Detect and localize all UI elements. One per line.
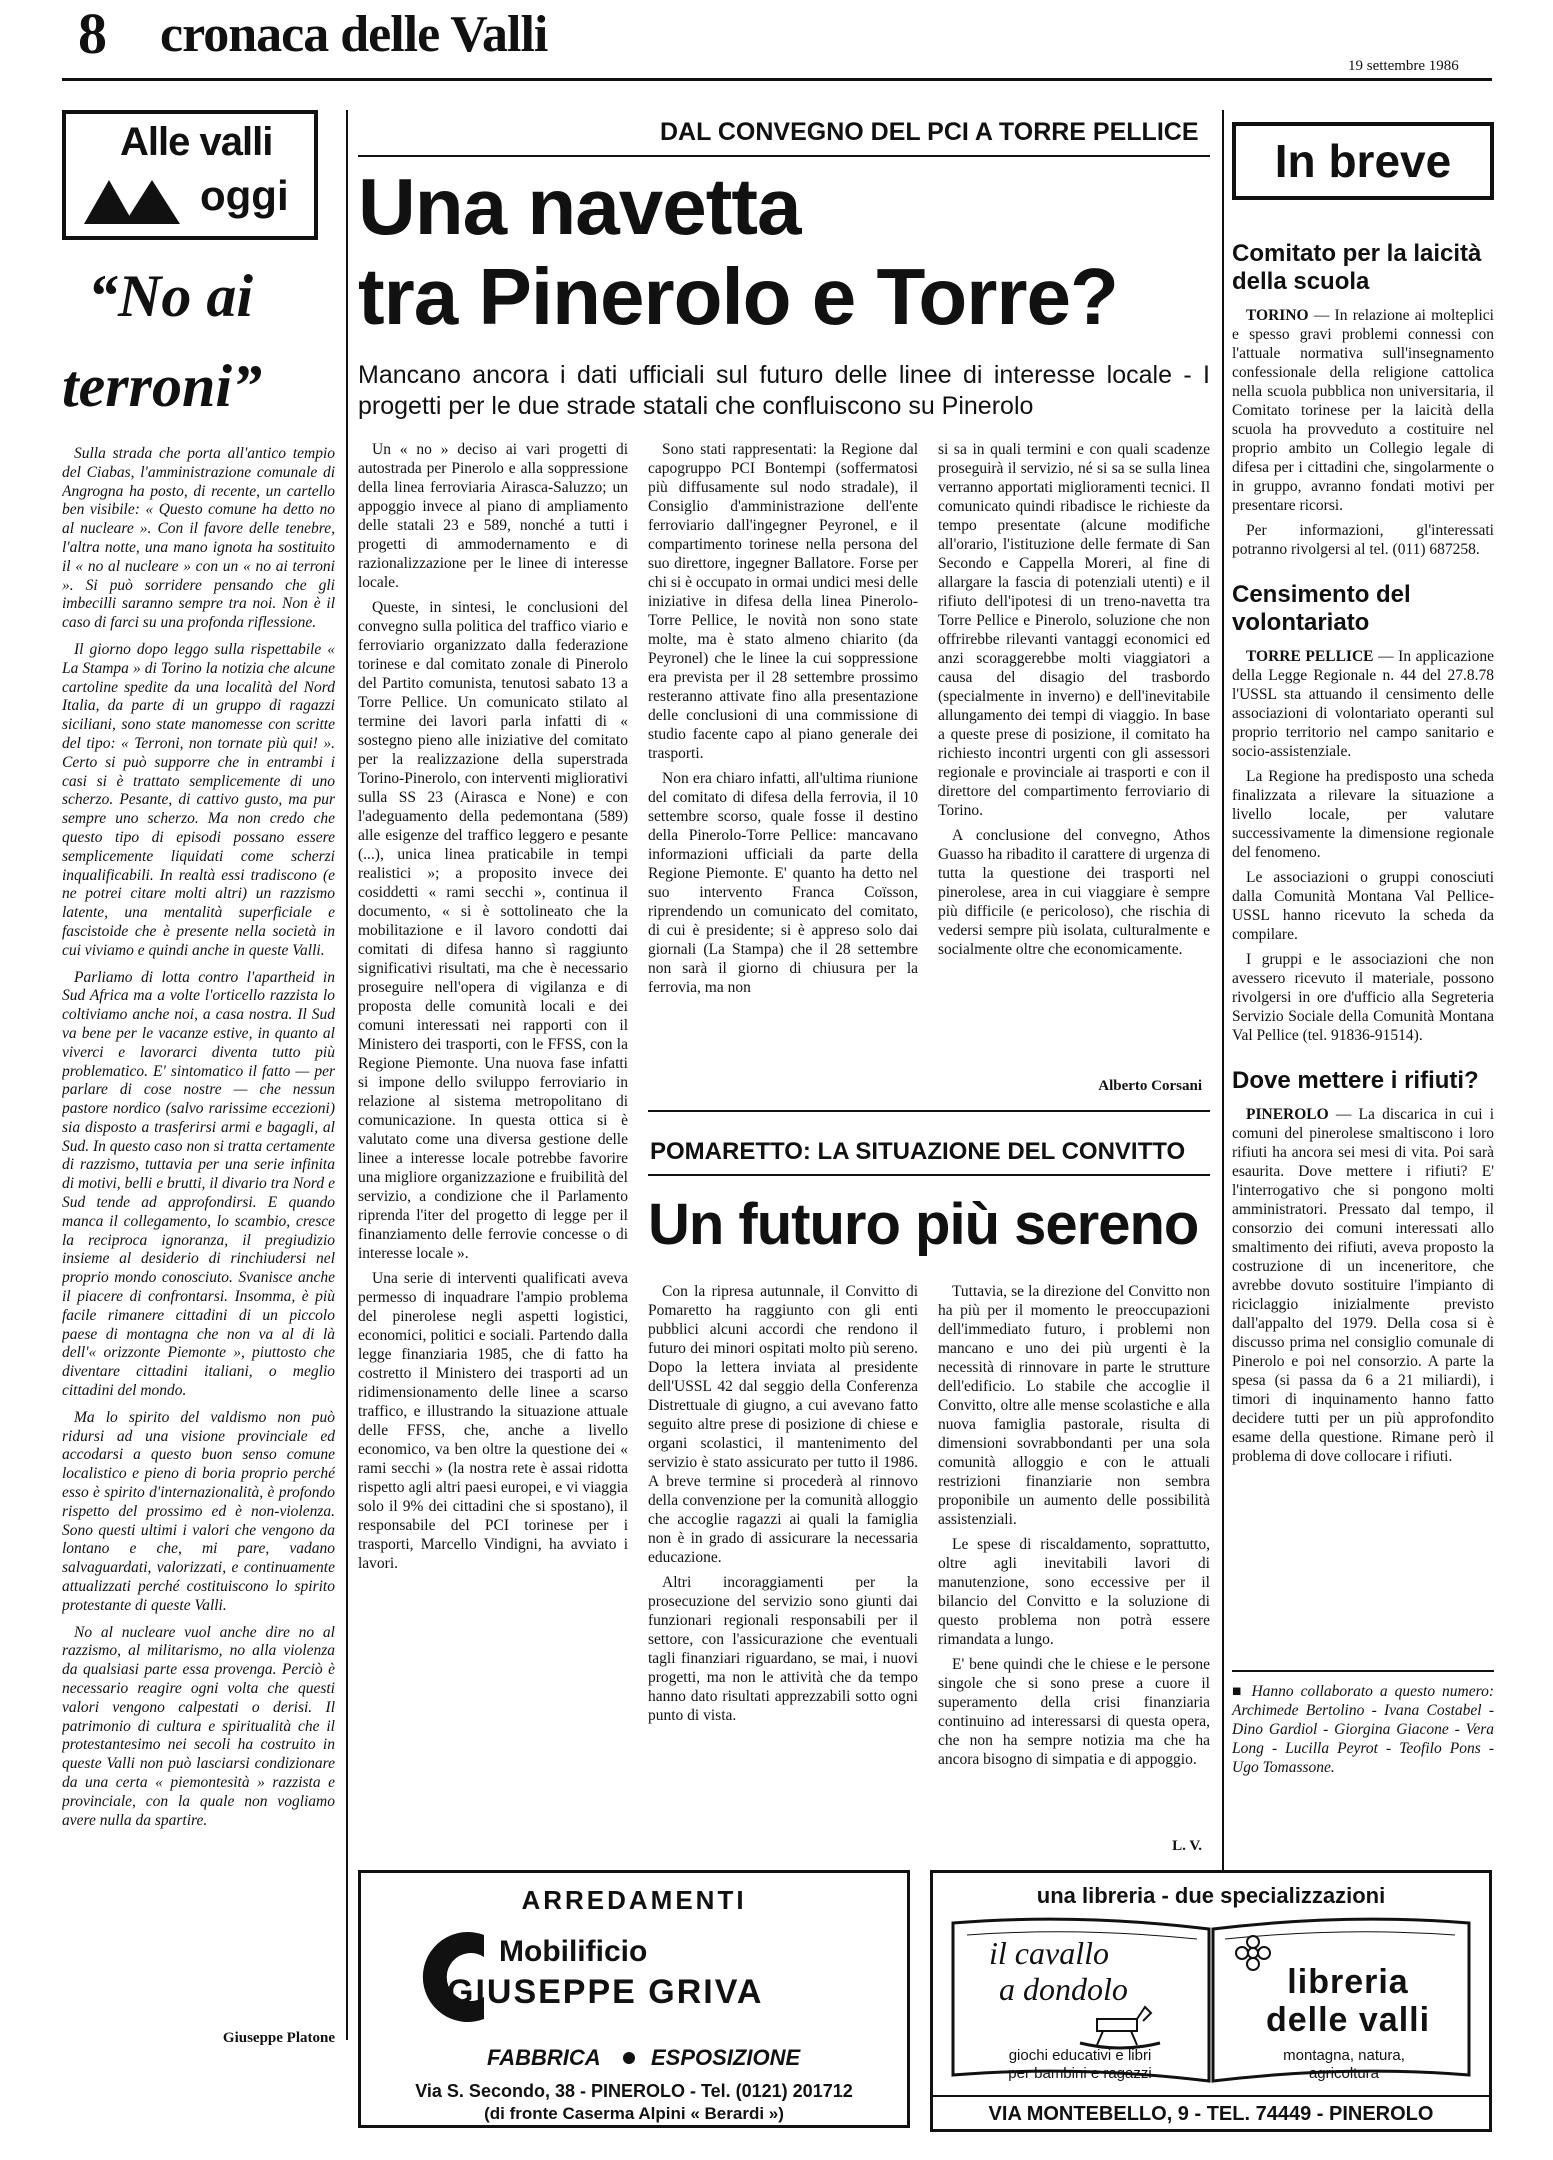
column-logo-line2: oggi	[200, 172, 289, 219]
square-bullet-icon: ■	[1232, 1683, 1252, 1700]
opinion-body	[62, 445, 335, 2015]
in-breve-box	[1232, 122, 1494, 200]
pomaretto-kicker: POMARETTO: LA SITUAZIONE DEL CONVITTO	[650, 1138, 1186, 1165]
main-headline-line1: Una navetta	[358, 162, 801, 251]
masthead-rule	[62, 78, 1492, 81]
cavallo-logo-line2: a dondolo	[999, 1971, 1128, 2007]
main-paragraph: Una serie di interventi qualificati aveva permesso di inquadrare l'ampio problema del pinerolese negli aspetti logistici, economici, politici e sociali. Partendo dalla legge finanziaria 1985, che di fatto ha costretto il Ministero dei trasporti ad un ridimensionamento delle linee a scarso traffico, e illustrando la situazione attuale delle FFSS, che, anche a livello economico, va ben oltre la questione dei « rami secchi » (la nostra rete è assai ridotta rispetto agli altri paesi europei, e vi viaggia solo il 9% dei cittadini che si spostano), il responsabile del PCI torinese per i trasporti, Marcello Vindigni, ha avviato i lavori.	[358, 1270, 628, 1572]
main-paragraph: si sa in quali termini e con quali scadenze proseguirà il servizio, né si sa se sulla linea verranno apportati miglioramenti tecnici. Il comunicato quindi ribadisce le richieste da tempo presentate (alcune modifiche all'orario, l'istituzione delle fermate di San Secondo e Cappella Moreri, al fine di allargare la fascia di potenziali utenti) e il rifiuto dell'ipotesi di un treno-navetta tra Torre Pellice e Pinerolo, soluzione che non offrirebbe rilevanti vantaggi economici ed anzi scoraggerebbe molti viaggiatori a causa del disagio del trasbordo (specialmente in inverno) e dell'inevitabile allungamento dei tempi di viaggio. In base a queste prese di posizione, il comitato ha richiesto incontri urgenti con gli assessori regionale e provinciale ai trasporti e con il direttore del compartimento ferroviario di Torino.	[938, 441, 1210, 819]
brief-title: Censimento del volontariato	[1232, 581, 1411, 636]
brief-paragraph: La Regione ha predisposto una scheda finalizzata a rilevare la situazione a livello locale, per valutare successivamente la dimensione regionale del fenomeno.	[1232, 768, 1494, 861]
brief-paragraph: Per informazioni, gl'interessati potranno rivolgersi al tel. (011) 687258.	[1232, 522, 1494, 558]
column-divider	[346, 110, 348, 2040]
opinion-paragraph: No al nucleare vuol anche dire no al razzismo, al militarismo, no alla violenza da qualsiasi parte essa provenga. Perciò è necessario reagire ogni volta che questi valori vengono calpestati o derisi. Il patrimonio di cultura e spiritualità che il protestantesimo nei secoli ha costruito in queste Valli non può lasciarsi condizionare da una certa « piemontesità » razzista e provinciale, con la quale non vogliamo avere nulla da spartire.	[62, 1623, 335, 1829]
opinion-paragraph: Parliamo di lotta contro l'apartheid in Sud Africa ma a volte l'orticello razzista lo coltiviamo anche noi, a casa nostra. Il Sud va bene per le vacanze estive, in quanto al viverci e lavorarci diventa tutto più problematico. E' sintomatico il fatto — per parlare di cose nostre — che nessun pastore nordico (salvo rarissime eccezioni) sia disposto a trasferirsi armi e bagagli, al Sud. In questo caso non si tratta certamente di razzismo, tuttavia per una serie infinita di motivi, belli e brutti, il divario tra Nord e Sud tende ad approfondirsi. E quando manca il collegamento, lo scambio, cresce la reciproca ignoranza, il pregiudizio insieme al desiderio di rinchiudersi nel proprio mondo conosciuto. Svanisce anche il piacere di confrontarsi. Insomma, è più facile rimanere cittadini di un piccolo paese di montagna che non va al di là dell'« orizzonte Piemonte », piuttosto che diventare cittadini italiani, o meglio cittadini del mondo.	[62, 968, 335, 1400]
main-subheadline: Mancano ancora i dati ufficiali sul futuro delle linee di interesse locale - I progetti per le due strade statali che confluiscono su Pinerolo	[358, 361, 1210, 420]
libreria-logo-line1: libreria	[1287, 1963, 1409, 2001]
dot-icon	[623, 2052, 635, 2064]
opinion-paragraph: Ma lo spirito del valdismo non può ridursi ad una visione provinciale ed accodarsi a questo buon senso comune localistico e pieno di boria proprio perché esso è spirito d'internazionalità, è profondo rispetto del prossimo ed è non-violenza. Sono questi ultimi i valori che vengono da lontano e che, mi pare, vadano salvaguardati, valorizzati, e continuamente attualizzati perché costituiscono lo spirito protestante di queste Valli.	[62, 1408, 335, 1614]
pomaretto-col-2	[938, 1282, 1210, 1837]
cavallo-caption-line1: giochi educativi e libri	[1008, 2047, 1152, 2064]
main-col-3	[938, 440, 1210, 1070]
brief-text	[1232, 647, 1494, 1045]
brief-lead: — La discarica in cui i comuni del pinerolese smaltiscono i loro rifiuti ha ancora sei mesi di vita. Poi sarà esaurita. Dove mettere i rifiuti? E' l'interrogativo che si pongono molti amministratori. Pressato dal tempo, il consorzio dei comuni interessati allo smaltimento dei rifiuti, aveva proposto la costruzione di un inceneritore, che avrebbe dovuto sostituire l'impianto di riciclaggio inizialmente previsto dall'appalto del 1979. Della cosa si è discusso prima nel consiglio comunale di Pinerolo e poi nel consorzio. A parte la spesa (si passa da 6 a 21 miliardi), i timori di inquinamento hanno fatto decidere tutti per un più approfondito esame della questione. Rimane però il problema di dove collocare i rifiuti.	[1232, 1106, 1494, 1465]
cavallo-caption-line2: per bambini e ragazzi	[1008, 2065, 1152, 2082]
brief-paragraph: I gruppi e le associazioni che non avessero ricevuto il materiale, possono rivolgersi in ore d'ufficio alla Segreteria Servizio Sociale della Comunità Montana Val Pellice (tel. 91836-91514).	[1232, 951, 1494, 1044]
credits	[1232, 1682, 1494, 1777]
in-breve-title: In breve	[1274, 135, 1452, 187]
pomaretto-paragraph: Con la ripresa autunnale, il Convitto di Pomaretto ha raggiunto con gli enti pubblici alcuni accordi che rendono il futuro dei minori ospitati molto più sereno. Dopo la lettera inviata al presidente dell'USSL 42 dal seggio della Conferenza Distrettuale di giugno, a cui avevano fatto seguito altre prese di posizione di chiese e organi scolastici, il mantenimento del servizio è stato assicurato per tutto il 1986. A breve termine si procederà al rinnovo della convenzione per la comunità alloggio che accoglie ragazzi ai quali la famiglia non è in grado di assicurare la necessaria educazione.	[648, 1283, 918, 1566]
ad-griva-tagline-left: FABBRICA	[487, 2045, 601, 2070]
brief-text	[1232, 1105, 1494, 1466]
ad-griva-tagline-right: ESPOSIZIONE	[651, 2045, 801, 2070]
ad-griva-brand-line1: Mobilificio	[499, 1935, 648, 1968]
ad-griva-brand-line2: GIUSEPPE GRIVA	[447, 1973, 764, 2011]
ad-griva-header: ARREDAMENTI	[521, 1885, 747, 1915]
pomaretto-headline: Un futuro più sereno	[648, 1192, 1199, 1257]
libreria-logo-line2: delle valli	[1265, 2001, 1431, 2039]
main-paragraph: Un « no » deciso ai vari progetti di autostrada per Pinerolo e alla soppressione della linea ferroviaria Airasca-Saluzzo; un appoggio invece al piano di ampliamento delle statali 23 e 589, nonché a tutti i progetti di ammodernamento e di razionalizzazione per le linee di interesse locale.	[358, 441, 628, 591]
brief-paragraph	[1232, 1105, 1494, 1466]
masthead-title: cronaca delle Valli	[160, 6, 548, 63]
opinion-headline-line1: “No ai	[88, 263, 253, 329]
kicker-rule	[358, 155, 1210, 157]
pomaretto-top-rule	[648, 1110, 1210, 1112]
brief-text	[1232, 306, 1494, 559]
brief-title: Dove mettere i rifiuti?	[1232, 1067, 1479, 1094]
column-logo-line1: Alle valli	[120, 120, 273, 164]
ad-libreria-rule	[933, 2095, 1489, 2097]
ad-griva	[358, 1870, 910, 2128]
pomaretto-paragraph: E' bene quindi che le chiese e le persone singole che si sono prese a cuore il superamento della crisi finanziaria continuino ad interessarsi di questa opera, che non ha sempre notizia ma che ha ancora bisogno di simpatia e di appoggio.	[938, 1656, 1210, 1768]
credits-rule	[1232, 1670, 1494, 1672]
pomaretto-col-1	[648, 1282, 918, 1852]
brief-location: TORRE PELLICE	[1246, 648, 1374, 665]
main-paragraph: Queste, in sintesi, le conclusioni del convegno sulla politica del traffico viario e ferroviario organizzato dalla federazione torinese e dal comitato zonale di Pinerolo del Partito comunista, tenutosi sabato 13 a Torre Pellice. Un comunicato stilato al termine dei lavori parla infatti di « sostegno pieno alle iniziative del comitato per la realizzazione della superstrada Torino-Pinerolo, con interventi migliorativi sulla SS 23 (Airasca e None) e con l'adeguamento della pedemontana (589) alle esigenze del traffico leggero e pesante (...), unica linea praticabile in tempi realistici »; a proposito invece dei cosiddetti « rami secchi », continua il documento, « si è sottolineato che la mobilitazione e il lavoro condotti dai comitati di difesa hanno sì raggiunto significativi risultati, ma che è necessario proseguire nell'opera di vigilanza e di proposta delle comunità locali e dei comuni interessati nei rapporti con il Ministero dei trasporti, con le FFSS, con la Regione Piemonte. Una nuova fase infatti si impone dello sviluppo ferroviario in relazione al sistema metropolitano di comunicazione. In questa ottica si è valutato come una diversa gestione delle linee a interesse locale potrebbe favorire una migliore organizzazione e fruibilità del servizio, a condizione che il Parlamento riprenda l'iter del progetto di legge per il finanziamento delle ferrovie concesse o di interesse locale ».	[358, 599, 628, 1262]
main-signature: Alberto Corsani	[1098, 1078, 1202, 1094]
ad-griva-address: Via S. Secondo, 38 - PINEROLO - Tel. (0121) 201712	[415, 2081, 853, 2101]
ad-libreria-address: VIA MONTEBELLO, 9 - TEL. 74449 - PINEROLO	[988, 2103, 1434, 2125]
opinion-signature: Giuseppe Platone	[222, 2030, 335, 2046]
main-col-1	[358, 440, 628, 2020]
pomaretto-paragraph: Le spese di riscaldamento, soprattutto, oltre agli inevitabili lavori di manutenzione, sono eccessive per il bilancio del Convitto e la soluzione di questo problema non potrà essere rimandata a lungo.	[938, 1536, 1210, 1648]
brief-paragraph: Le associazioni o gruppi conosciuti dalla Comunità Montana Val Pellice-USSL hanno ricevuto la scheda da compilare.	[1232, 869, 1494, 943]
main-paragraph: Sono stati rappresentati: la Regione dal capogruppo PCI Bontempi (soffermatosi più diffusamente sul nodo stradale), il Consiglio d'amministrazione dell'ente ferroviario dall'ingegner Peyronel, e il compartimento torinese nella persona del suo direttore, ingegner Ballatore. Forse per chi si è occupato in ormai undici mesi delle iniziative in difesa della linea Pinerolo-Torre Pellice, le novità non sono state molte, ma è stato almeno chiarito (da Peyronel) che le linee la cui soppressione era prevista per il 28 settembre prossimo resteranno attivate fino alla presentazione delle conclusioni di una commissione di studio facente capo al piano generale dei trasporti.	[648, 441, 918, 762]
main-headline-line2: tra Pinerolo e Torre?	[358, 252, 1118, 341]
brief-title: Comitato per la laicità della scuola	[1232, 240, 1482, 295]
brief-lead: — In relazione ai molteplici e spesso gravi problemi connessi con l'attuale normativa sull'insegnamento confessionale della religione cattolica nella scuola pubblica non universitaria, il Comitato torinese per la laicità della scuola ha provveduto a costituire nel proprio ambito un Collegio legale di difesa per i cittadini che, singolarmente o in gruppo, avranno fondati motivi per presentare ricorsi.	[1232, 307, 1494, 514]
column-logo-box	[62, 110, 318, 240]
in-breve-body	[1232, 240, 1494, 1488]
ad-libreria-header: una libreria - due specializzazioni	[1036, 1883, 1386, 1908]
pomaretto-paragraph: Altri incoraggiamenti per la prosecuzione del servizio sono giunti dai funzionari regionali responsabili per il settore, con l'assicurazione che eventuali tagli finanziari riguardano, se mai, i nuovi progetti, ma non le attività che da tempo hanno dato risultati apprezzabili sotto ogni punto di vista.	[648, 1574, 918, 1724]
in-breve-divider	[1222, 110, 1224, 1870]
main-kicker: DAL CONVEGNO DEL PCI A TORRE PELLICE	[660, 118, 1199, 146]
pomaretto-kicker-rule	[648, 1174, 1210, 1176]
brief-paragraph	[1232, 306, 1494, 515]
brief-location: PINEROLO	[1246, 1106, 1329, 1123]
brief-paragraph	[1232, 647, 1494, 761]
pomaretto-paragraph: Tuttavia, se la direzione del Convitto non ha più per il momento le preoccupazioni dell'immediato futuro, i problemi non mancano e uno dei più urgenti è la necessità di rinnovare in parte le strutture dell'edificio. Lo stabile che accoglie il Convitto, oltre alle mense scolastiche e alla nuova famiglia pastorale, risulta di dimensioni sovrabbondanti per una sola comunità alloggio e con le attuali restrizioni finanziarie non sembra proponibile un aumento delle possibilità assistenziali.	[938, 1283, 1210, 1528]
rocking-horse-icon	[1075, 2005, 1165, 2050]
opinion-paragraph: Sulla strada che porta all'antico tempio del Ciabas, l'amministrazione comunale di Angrogna ha posto, di recente, un cartello ben visibile: « Questo comune ha detto no al nucleare ». Con il favore delle tenebre, l'altra notte, una mano ignota ha sostituito il « no al nucleare » con un « no ai terroni ». Si può sorridere pensando che gli imbecilli saranno sempre tra noi. Non è il caso di farci su una profonda riflessione.	[62, 445, 335, 632]
main-col-2	[648, 440, 918, 1090]
main-paragraph: Non era chiaro infatti, all'ultima riunione del comitato di difesa della ferrovia, il 10 settembre scorso, quale fosse il destino della Pinerolo-Torre Pellice: mancavano informazioni ufficiali da parte della Regione Piemonte. E' quanto ha detto nel suo intervento Franca Coïsson, riprendendo un comunicato del comitato, di cui è presidente; si è appreso solo dai giornali (La Stampa) che il 28 settembre non sarà il giorno di chiusura per la ferrovia, ma non	[648, 770, 918, 996]
main-paragraph: A conclusione del convegno, Athos Guasso ha ribadito il carattere di urgenza di tutta la questione dei trasporti nel pinerolese, area in cui viaggiare è sempre più difficile (e pericoloso), che rischia di vedersi sempre più isolata, culturalmente e socialmente oltre che economicamente.	[938, 827, 1210, 958]
brief-lead: — In applicazione della Legge Regionale n. 44 del 27.8.78 l'USSL sta attuando il censimento delle associazioni di volontariato operanti sul proprio territorio nel campo sanitario e socio-assistenziale.	[1232, 648, 1494, 760]
brief-location: TORINO	[1246, 307, 1309, 324]
opinion-paragraph: Il giorno dopo leggo sulla rispettabile « La Stampa » di Torino la notizia che alcune cartoline spedite da una località del Nord Italia, da parte di un gruppo di ragazzi siciliani, sono state manomesse con scritte del tipo: « Terroni, non tornate più qui! ». Certo si può supporre che in entrambi i casi si è trattato semplicemente di uno scherzo. Pesante, di cattivo gusto, ma pur sempre uno scherzo. Ma non credo che questo tipo di episodi possano essere semplicemente liquidati come scherzi inqualificabili. In realtà essi tradiscono (e ne potrei citare molti altri) un razzismo latente, una mentalità superficiale e fascistoide che è presente nella società in cui viviamo e quindi anche in queste Valli.	[62, 640, 335, 959]
mountains-icon	[84, 176, 184, 226]
cavallo-logo-line1: il cavallo	[989, 1935, 1109, 1971]
libreria-caption-line2: agricoltura	[1308, 2065, 1380, 2082]
ad-griva-note: (di fronte Caserma Alpini « Berardi »)	[484, 2104, 784, 2123]
opinion-headline-line2: terroni”	[62, 353, 263, 419]
issue-date: 19 settembre 1986	[1348, 58, 1459, 74]
pomaretto-signature: L. V.	[1172, 1838, 1202, 1854]
libreria-caption-line1: montagna, natura,	[1283, 2047, 1405, 2064]
credits-text: Hanno collaborato a questo numero: Archimede Bertolino - Ivana Costabel - Dino Gardiol - Giorgina Giacone - Vera Long - Lucilla Peyrot - Teofilo Pons - Ugo Tomassone.	[1232, 1683, 1494, 1776]
ad-libreria	[930, 1870, 1492, 2132]
page-number: 8	[78, 1, 107, 66]
